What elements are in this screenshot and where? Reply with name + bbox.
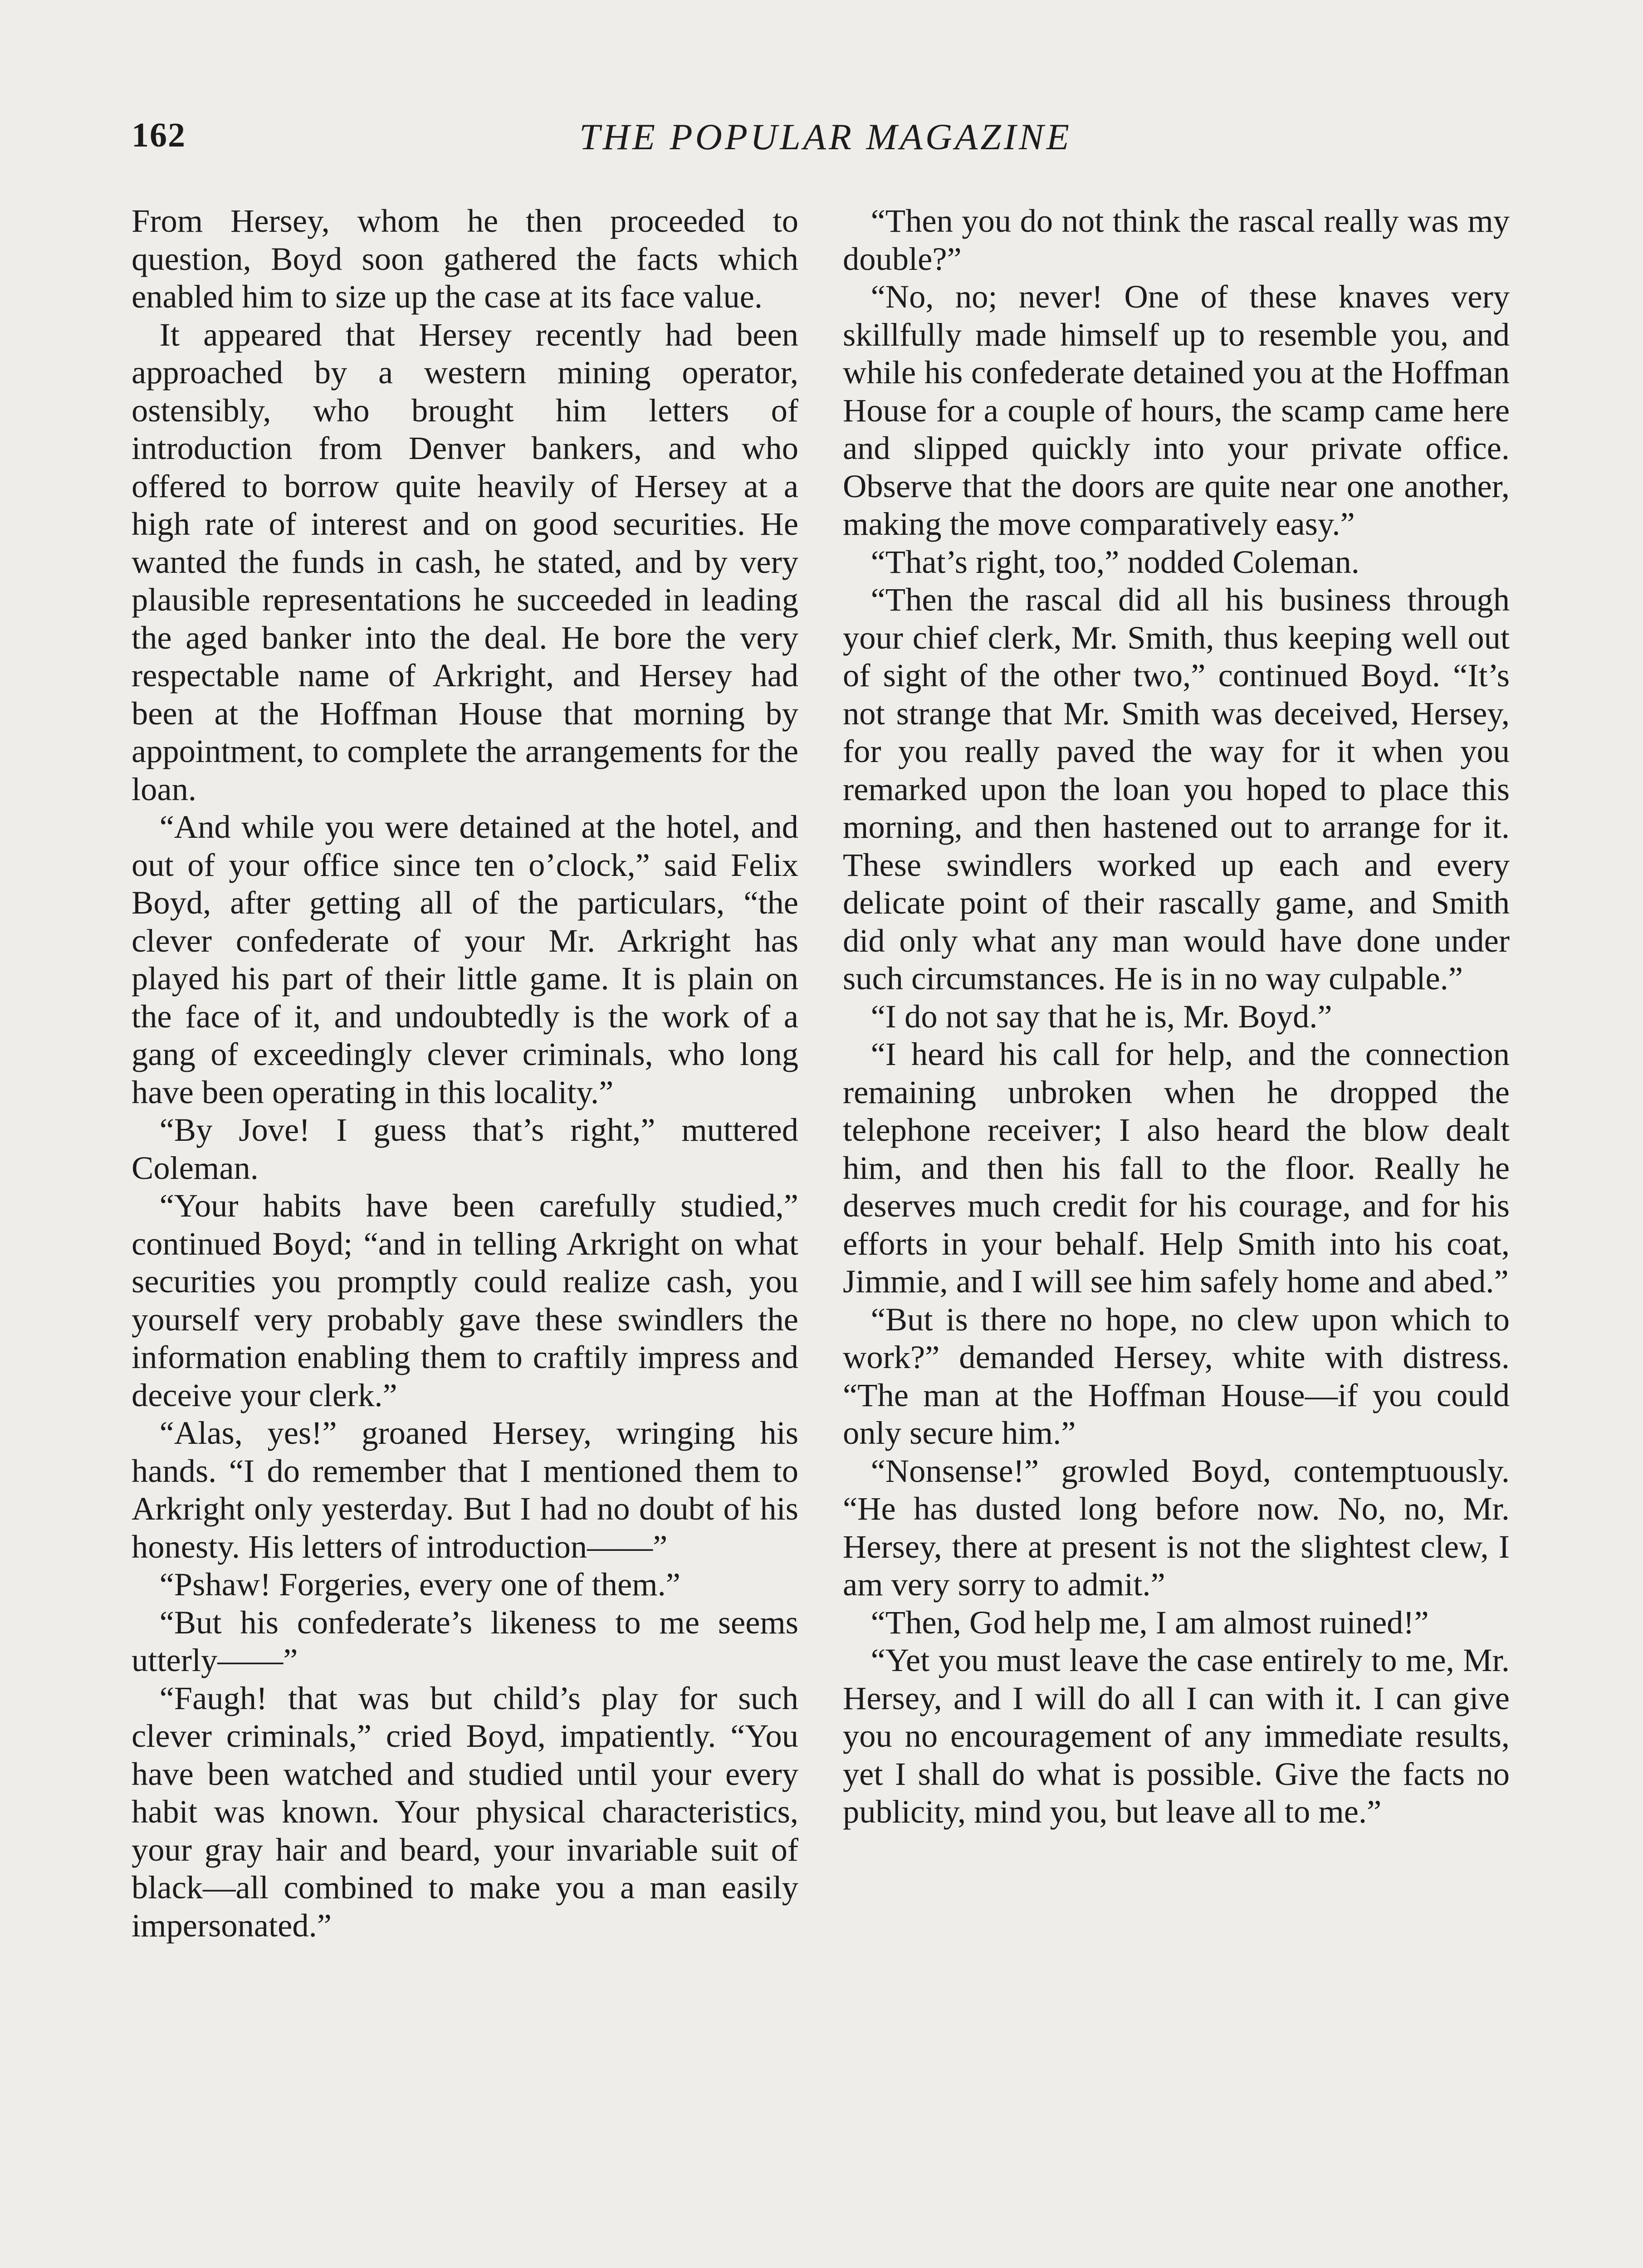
paragraph: “Nonsense!” growled Boyd, contemptuously. “He has dusted long before now. No, no, Mr. Hersey, there at present is not the slightest clew, I am very sorry to admit.”: [843, 1452, 1510, 1603]
paragraph: “I do not say that he is, Mr. Boyd.”: [870, 997, 1332, 1035]
magazine-title: THE POPULAR MAGAZINE: [579, 116, 1072, 157]
paragraph: “But his confederate’s likeness to me seems utterly——”: [132, 1603, 798, 1678]
paragraph: “No, no; never! One of these knaves very skillfully made himself up to resemble you, and while his confederate detained you at the Hoffman House for a couple of hours, the scamp came here and slipped quickly into your private office. Observe that the doors are quite near one another, making the move comparatively easy.”: [843, 278, 1510, 542]
paragraph: “Faugh! that was but child’s play for such clever criminals,” cried Boyd, impatiently. “You have been watched and studied until your every habit was known. Your physical characteristics, your gray hair and beard, your invariable suit of black—all combined to make you a man easily impersonated.”: [132, 1679, 798, 1944]
paragraph: It appeared that Hersey recently had been approached by a western mining operator, ostensibly, who brought him letters of introduction from Denver bankers, and who offered to borrow quite heavily of Hersey at a high rate of interest and on good securities. He wanted the funds in cash, he stated, and by very plausible representations he succeeded in leading the aged banker into the deal. He bore the very respectable name of Arkright, and Hersey had been at the Hoffman House that morning by appointment, to complete the arrangements for the loan.: [132, 316, 798, 807]
paragraph: “But is there no hope, no clew upon which to work?” demanded Hersey, white with distress. “The man at the Hoffman House—if you could only secure him.”: [843, 1300, 1510, 1451]
running-head: [132, 116, 1520, 170]
paragraph: “Your habits have been carefully studied,” continued Boyd; “and in telling Arkright on what securities you promptly could realize cash, you yourself very probably gave these swindlers the information enabling them to craftily impress and deceive your clerk.”: [132, 1187, 798, 1413]
paragraph: “Then the rascal did all his business through your chief clerk, Mr. Smith, thus keeping well out of sight of the other two,” continued Boyd. “It’s not strange that Mr. Smith was deceived, Hersey, for you really paved the way for it when you remarked upon the loan you hoped to place this morning, and then hastened out to arrange for it. These swindlers worked up each and every delicate point of their rascally game, and Smith did only what any man would have done under such circumstances. He is in no way culpable.”: [843, 581, 1510, 997]
page-number: 162: [132, 116, 186, 154]
paragraph: “Then you do not think the rascal really was my double?”: [843, 202, 1510, 277]
paragraph: From Hersey, whom he then proceeded to question, Boyd soon gathered the facts which enabled him to size up the case at its face value.: [132, 202, 798, 315]
paragraph: “Alas, yes!” groaned Hersey, wringing his hands. “I do remember that I mentioned them to Arkright only yesterday. But I had no doubt of his honesty. His letters of introduction——”: [132, 1414, 798, 1565]
paragraph: “I heard his call for help, and the connection remaining unbroken when he dropped the telephone receiver; I also heard the blow dealt him, and then his fall to the floor. Really he deserves much credit for his courage, and for his efforts in your behalf. Help Smith into his coat, Jimmie, and I will see him safely home and abed.”: [843, 1036, 1510, 1300]
left-column: [132, 202, 798, 1944]
paragraph: “And while you were detained at the hotel, and out of your office since ten o’clock,” said Felix Boyd, after getting all of the particulars, “the clever confederate of your Mr. Arkright has played his part of their little game. It is plain on the face of it, and undoubtedly is the work of a gang of exceedingly clever criminals, who long have been operating in this locality.”: [132, 808, 798, 1110]
paragraph: “By Jove! I guess that’s right,” muttered Coleman.: [132, 1111, 798, 1186]
paragraph: “That’s right, too,” nodded Coleman.: [870, 543, 1359, 580]
paragraph: “Then, God help me, I am almost ruined!”: [870, 1603, 1429, 1641]
paragraph: “Pshaw! Forgeries, every one of them.”: [159, 1566, 680, 1603]
paragraph: “Yet you must leave the case entirely to me, Mr. Hersey, and I will do all I can with it. I can give you no encouragement of any immediate results, yet I shall do what is possible. Give the facts no publicity, mind you, but leave all to me.”: [843, 1642, 1510, 1830]
right-column: [843, 202, 1510, 1831]
